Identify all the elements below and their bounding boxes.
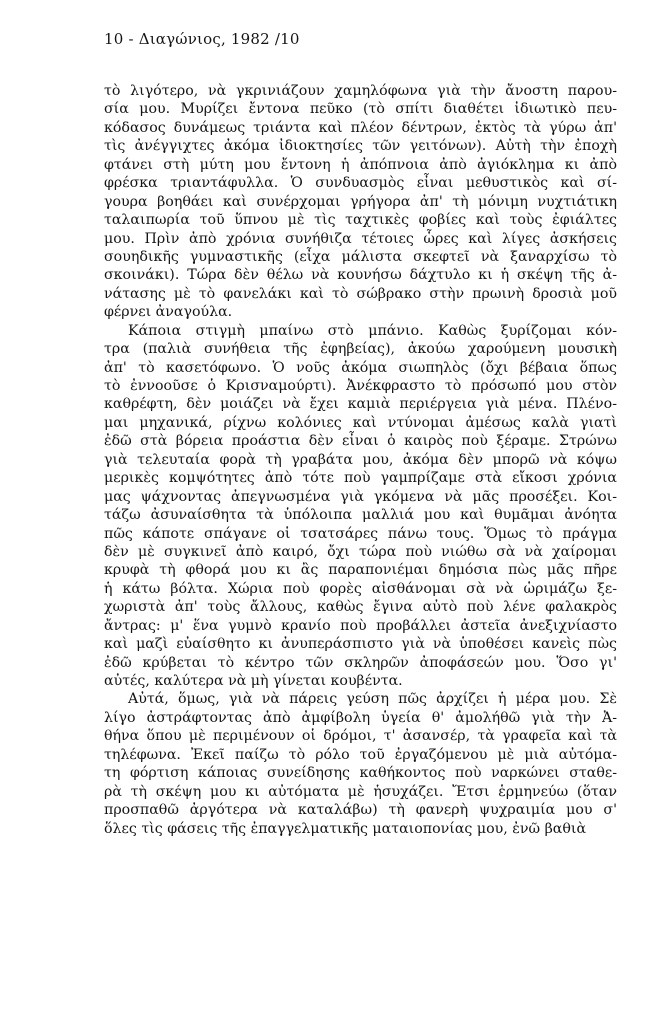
text-line: θήνα ὅπου μὲ περιμένουν οἱ δρόμοι, τ' ἀσανσέρ, τὰ γραφεῖα καὶ τὰ xyxy=(104,728,617,745)
text-line: νάτασης μὲ τὸ φανελάκι καὶ τὸ σώβρακο στὴν πρωινὴ δροσιὰ μοῦ xyxy=(104,285,617,302)
text-line: ἡ κάτω βόλτα. Χώρια ποὺ φορὲς αἰσθάνομαι σὰ νὰ ὡριμάζω ξε- xyxy=(104,580,617,597)
text-line: πῶς κάποτε σπάγανε οἱ τσατσάρες πάνω τους. Ὅμως τὸ πράγμα xyxy=(104,525,617,542)
text-line: γιὰ τελευταία φορὰ τὴ γραβάτα μου, ἀκόμα δὲν μπορῶ νὰ κόψω xyxy=(104,451,617,468)
text-line: κρυφὰ τὴ φθορά μου κι ἂς παραπονιέμαι δημόσια πὼς μᾶς πῆρε xyxy=(104,562,617,579)
text-line: τὸ ἐννοοῦσε ὁ Κρισναμούρτι). Ἀνέκφραστο τὸ πρόσωπό μου στὸν xyxy=(104,378,617,394)
text-line: χωριστὰ ἀπ' τοὺς ἄλλους, καθὼς ἔγινα αὐτὸ ποὺ λένε φαλακρὸς xyxy=(104,599,617,616)
running-head: 10 - Διαγώνιος, 1982 /10 xyxy=(104,30,300,48)
text-line: ἐδῶ στὰ βόρεια προάστια δὲν εἶναι ὁ καιρὸς ποὺ ξέραμε. Στρώνω xyxy=(104,433,617,450)
text-line: μαι μηχανικά, ρίχνω κολόνιες καὶ ντύνομαι ἀμέσως καλὰ γιατὶ xyxy=(104,414,617,431)
text-line: καὶ μαζὶ εὐαίσθητο κι ἀνυπεράσπιστο γιὰ νὰ ὑποθέσει κανεὶς πὼς xyxy=(104,636,617,653)
text-line: φτάνει στὴ μύτη μου ἔντονη ἡ ἀπόπνοια ἀπὸ ἀγιόκλημα κι ἀπὸ xyxy=(104,156,617,173)
text-line: σία μου. Μυρίζει ἔντονα πεῦκο (τὸ σπίτι διαθέτει ἰδιωτικὸ πευ- xyxy=(104,101,617,118)
text-line: φρέσκα τριαντάφυλλα. Ὁ συνδυασμὸς εἶναι μεθυστικὸς καὶ σί- xyxy=(104,175,617,192)
text-line: αὐτές, καλύτερα νὰ μὴ γίνεται κουβέντα. xyxy=(104,673,403,689)
text-line: Αὐτά, ὅμως, γιὰ νὰ πάρεις γεύση πῶς ἀρχίζει ἡ μέρα μου. Σὲ xyxy=(128,691,617,708)
text-line: προσπαθῶ ἀργότερα νὰ καταλάβω) τὴ φανερὴ ψυχραιμία μου σ' xyxy=(104,802,617,819)
text-line: τὶς ἀνέγγιχτες ἀκόμα ἰδιοκτησίες τῶν γειτόνων). Αὐτὴ τὴν ἐποχὴ xyxy=(104,138,617,155)
text-line: μας ψάχνοντας ἀπεγνωσμένα γιὰ γκόμενα νὰ μᾶς προσέξει. Κοι- xyxy=(104,488,617,505)
text-line: μου. Πρὶν ἀπὸ χρόνια συνήθιζα τέτοιες ὧρες καὶ λίγες ἀσκήσεις xyxy=(104,230,617,247)
text-line: τρα (παλιὰ συνήθεια τῆς ἐφηβείας), ἀκούω χαρούμενη μουσικὴ xyxy=(104,341,617,358)
text-line: μερικὲς κομψότητες ἀπὸ τότε ποὺ γαμπρίζαμε στὰ εἴκοσι χρόνια xyxy=(104,470,617,487)
text-line: ἄντρας: μ' ἕνα γυμνὸ κρανίο ποὺ προβάλλει ἀστεῖα ἀνεξιχνίαστο xyxy=(104,617,617,634)
body-text xyxy=(104,82,617,838)
paragraph xyxy=(104,690,617,838)
text-line: ρὰ τὴ σκέψη μου κι αὐτόματα μὲ ἡσυχάζει. Ἔτσι ἑρμηνεύω (ὅταν xyxy=(104,783,617,800)
text-line: ταλαιπωρία τοῦ ὕπνου μὲ τὶς ταχτικὲς φοβίες καὶ τοὺς ἐφιάλτες xyxy=(104,212,617,229)
text-line: τάζω ἀσυναίσθητα τὰ ὑπόλοιπα μαλλιά μου καὶ θυμᾶμαι ἀνόητα xyxy=(104,507,617,524)
text-line: γουρα βοηθάει καὶ συνέρχομαι γρήγορα ἀπ' τὴ μόνιμη νυχτιάτικη xyxy=(104,193,617,210)
text-line: τηλέφωνα. Ἐκεῖ παίζω τὸ ρόλο τοῦ ἐργαζόμενου μὲ μιὰ αὐτόμα- xyxy=(104,746,617,763)
text-line: Κάποια στιγμὴ μπαίνω στὸ μπάνιο. Καθὼς ξυρίζομαι κόν- xyxy=(128,322,617,339)
text-line: λίγο ἀστράφτοντας ἀπὸ ἀμφίβολη ὑγεία θ' ἀμολήθῶ γιὰ τὴν Ἀ- xyxy=(104,709,617,726)
text-line: σουηδικῆς γυμναστικῆς (εἶχα μάλιστα σκεφτεῖ νὰ ξαναρχίσω τὸ xyxy=(104,248,617,265)
text-line: τη φόρτιση κάποιας συνείδησης καθήκοντος ποὺ ναρκώνει σταθε- xyxy=(104,765,617,782)
paragraph xyxy=(104,82,617,322)
text-line: ὅλες τὶς φάσεις τῆς ἐπαγγελματικῆς ματαιοπονίας μου, ἐνῶ βαθιὰ xyxy=(104,820,587,837)
text-line: φέρνει ἀναγούλα. xyxy=(104,304,233,321)
text-line: καθρέφτη, δὲν μοιάζει νὰ ἔχει καμιὰ περιέργεια γιὰ μένα. Πλένο- xyxy=(104,396,617,413)
text-line: σκοινάκι). Τώρα δὲν θέλω νὰ κουνήσω δάχτυλο κι ἡ σκέψη τῆς ἀ- xyxy=(104,267,617,284)
text-line: τὸ λιγότερο, νὰ γκρινιάζουν χαμηλόφωνα γιὰ τὴν ἄνοστη παρου- xyxy=(104,83,617,99)
text-line: ἐδῶ κρύβεται τὸ κέντρο τῶν σκληρῶν ἀποφάσεών μου. Ὅσο γι' xyxy=(104,654,617,671)
text-line: ἀπ' τὸ κασετόφωνο. Ὁ νοῦς ἀκόμα σιωπηλὸς (ὄχι βέβαια ὅπως xyxy=(104,359,617,376)
text-line: κόδασος δυνάμεως τριάντα καὶ πλέον δέντρων, ἐκτὸς τὰ γύρω ἀπ' xyxy=(104,119,617,136)
paragraph xyxy=(104,322,617,691)
text-line: δὲν μὲ συγκινεῖ ἀπὸ καιρό, ὄχι τώρα ποὺ νιώθω σὰ νὰ χαίρομαι xyxy=(104,543,617,560)
